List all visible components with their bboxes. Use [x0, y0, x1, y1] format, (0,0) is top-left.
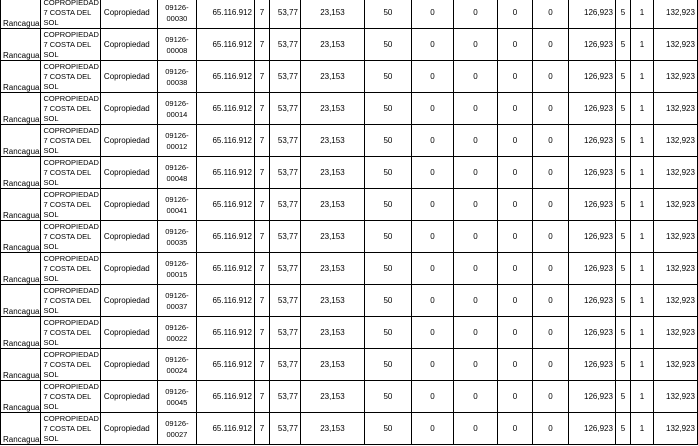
city-cell: Rancagua	[1, 157, 41, 189]
city-cell: Rancagua	[1, 29, 41, 61]
zero-cell-a: 0	[411, 93, 453, 125]
zero-cell-b: 0	[453, 189, 497, 221]
zero-cell-a: 0	[411, 189, 453, 221]
subtotal-cell: 126,923	[568, 381, 615, 413]
units-cell: 5	[615, 157, 630, 189]
qty-cell: 50	[364, 221, 411, 253]
zero-cell-d: 0	[532, 29, 568, 61]
name-cell: COPROPIEDAD 7 COSTA DEL SOL	[41, 381, 100, 413]
subtotal-cell: 126,923	[568, 413, 615, 445]
count-cell: 7	[254, 349, 269, 381]
city-cell: Rancagua	[1, 0, 41, 29]
value-cell: 23,153	[300, 29, 364, 61]
amount-cell: 65.116.912	[196, 189, 254, 221]
zero-cell-d: 0	[532, 349, 568, 381]
table-row	[1, 413, 698, 445]
zero-cell-c: 0	[497, 317, 532, 349]
qty-cell: 50	[364, 93, 411, 125]
area-cell: 53,77	[269, 221, 300, 253]
area-cell: 53,77	[269, 253, 300, 285]
subtotal-cell: 126,923	[568, 349, 615, 381]
zero-cell-c: 0	[497, 0, 532, 29]
zero-cell-b: 0	[453, 61, 497, 93]
value-cell: 23,153	[300, 61, 364, 93]
zero-cell-d: 0	[532, 317, 568, 349]
zero-cell-a: 0	[411, 0, 453, 29]
type-cell: Copropiedad	[100, 0, 157, 29]
type-cell: Copropiedad	[100, 93, 157, 125]
table-row	[1, 0, 698, 29]
code-cell: 09126-00037	[157, 285, 196, 317]
zero-cell-b: 0	[453, 253, 497, 285]
count-cell: 7	[254, 93, 269, 125]
zero-cell-a: 0	[411, 317, 453, 349]
total-cell: 132,923	[653, 93, 697, 125]
amount-cell: 65.116.912	[196, 29, 254, 61]
subtotal-cell: 126,923	[568, 221, 615, 253]
city-cell: Rancagua	[1, 253, 41, 285]
city-cell: Rancagua	[1, 189, 41, 221]
code-cell: 09126-00030	[157, 0, 196, 29]
value-cell: 23,153	[300, 157, 364, 189]
name-cell: COPROPIEDAD 7 COSTA DEL SOL	[41, 0, 100, 29]
zero-cell-d: 0	[532, 381, 568, 413]
amount-cell: 65.116.912	[196, 317, 254, 349]
zero-cell-b: 0	[453, 381, 497, 413]
amount-cell: 65.116.912	[196, 61, 254, 93]
name-cell: COPROPIEDAD 7 COSTA DEL SOL	[41, 253, 100, 285]
zero-cell-d: 0	[532, 0, 568, 29]
flag-cell: 1	[630, 317, 653, 349]
flag-cell: 1	[630, 29, 653, 61]
units-cell: 5	[615, 381, 630, 413]
area-cell: 53,77	[269, 349, 300, 381]
table-row	[1, 221, 698, 253]
city-cell: Rancagua	[1, 349, 41, 381]
units-cell: 5	[615, 189, 630, 221]
zero-cell-b: 0	[453, 349, 497, 381]
total-cell: 132,923	[653, 413, 697, 445]
code-cell: 09126-00041	[157, 189, 196, 221]
name-cell: COPROPIEDAD 7 COSTA DEL SOL	[41, 189, 100, 221]
area-cell: 53,77	[269, 61, 300, 93]
zero-cell-a: 0	[411, 285, 453, 317]
type-cell: Copropiedad	[100, 61, 157, 93]
name-cell: COPROPIEDAD 7 COSTA DEL SOL	[41, 125, 100, 157]
flag-cell: 1	[630, 157, 653, 189]
area-cell: 53,77	[269, 413, 300, 445]
area-cell: 53,77	[269, 0, 300, 29]
zero-cell-c: 0	[497, 221, 532, 253]
subtotal-cell: 126,923	[568, 189, 615, 221]
amount-cell: 65.116.912	[196, 285, 254, 317]
zero-cell-c: 0	[497, 157, 532, 189]
zero-cell-c: 0	[497, 61, 532, 93]
total-cell: 132,923	[653, 189, 697, 221]
qty-cell: 50	[364, 317, 411, 349]
qty-cell: 50	[364, 61, 411, 93]
qty-cell: 50	[364, 29, 411, 61]
table-row	[1, 29, 698, 61]
name-cell: COPROPIEDAD 7 COSTA DEL SOL	[41, 317, 100, 349]
value-cell: 23,153	[300, 285, 364, 317]
zero-cell-b: 0	[453, 125, 497, 157]
zero-cell-d: 0	[532, 157, 568, 189]
code-cell: 09126-00045	[157, 381, 196, 413]
type-cell: Copropiedad	[100, 253, 157, 285]
table-row	[1, 125, 698, 157]
value-cell: 23,153	[300, 221, 364, 253]
table-row	[1, 317, 698, 349]
units-cell: 5	[615, 413, 630, 445]
qty-cell: 50	[364, 413, 411, 445]
zero-cell-c: 0	[497, 381, 532, 413]
value-cell: 23,153	[300, 253, 364, 285]
city-cell: Rancagua	[1, 61, 41, 93]
value-cell: 23,153	[300, 125, 364, 157]
qty-cell: 50	[364, 157, 411, 189]
code-cell: 09126-00012	[157, 125, 196, 157]
table-row	[1, 349, 698, 381]
name-cell: COPROPIEDAD 7 COSTA DEL SOL	[41, 93, 100, 125]
units-cell: 5	[615, 61, 630, 93]
amount-cell: 65.116.912	[196, 221, 254, 253]
flag-cell: 1	[630, 349, 653, 381]
type-cell: Copropiedad	[100, 381, 157, 413]
amount-cell: 65.116.912	[196, 349, 254, 381]
value-cell: 23,153	[300, 349, 364, 381]
zero-cell-c: 0	[497, 285, 532, 317]
name-cell: COPROPIEDAD 7 COSTA DEL SOL	[41, 221, 100, 253]
count-cell: 7	[254, 317, 269, 349]
count-cell: 7	[254, 61, 269, 93]
zero-cell-c: 0	[497, 125, 532, 157]
flag-cell: 1	[630, 221, 653, 253]
zero-cell-a: 0	[411, 381, 453, 413]
flag-cell: 1	[630, 253, 653, 285]
zero-cell-a: 0	[411, 221, 453, 253]
zero-cell-d: 0	[532, 93, 568, 125]
subtotal-cell: 126,923	[568, 285, 615, 317]
type-cell: Copropiedad	[100, 221, 157, 253]
units-cell: 5	[615, 221, 630, 253]
area-cell: 53,77	[269, 125, 300, 157]
name-cell: COPROPIEDAD 7 COSTA DEL SOL	[41, 61, 100, 93]
name-cell: COPROPIEDAD 7 COSTA DEL SOL	[41, 157, 100, 189]
subtotal-cell: 126,923	[568, 317, 615, 349]
type-cell: Copropiedad	[100, 125, 157, 157]
name-cell: COPROPIEDAD 7 COSTA DEL SOL	[41, 285, 100, 317]
count-cell: 7	[254, 253, 269, 285]
total-cell: 132,923	[653, 157, 697, 189]
qty-cell: 50	[364, 0, 411, 29]
zero-cell-a: 0	[411, 61, 453, 93]
zero-cell-b: 0	[453, 413, 497, 445]
zero-cell-c: 0	[497, 189, 532, 221]
code-cell: 09126-00035	[157, 221, 196, 253]
zero-cell-a: 0	[411, 125, 453, 157]
units-cell: 5	[615, 29, 630, 61]
city-cell: Rancagua	[1, 93, 41, 125]
table-row	[1, 93, 698, 125]
qty-cell: 50	[364, 125, 411, 157]
type-cell: Copropiedad	[100, 157, 157, 189]
total-cell: 132,923	[653, 253, 697, 285]
total-cell: 132,923	[653, 381, 697, 413]
table-row	[1, 253, 698, 285]
flag-cell: 1	[630, 125, 653, 157]
amount-cell: 65.116.912	[196, 157, 254, 189]
value-cell: 23,153	[300, 317, 364, 349]
value-cell: 23,153	[300, 93, 364, 125]
flag-cell: 1	[630, 61, 653, 93]
total-cell: 132,923	[653, 221, 697, 253]
flag-cell: 1	[630, 381, 653, 413]
count-cell: 7	[254, 285, 269, 317]
amount-cell: 65.116.912	[196, 0, 254, 29]
total-cell: 132,923	[653, 29, 697, 61]
total-cell: 132,923	[653, 317, 697, 349]
count-cell: 7	[254, 189, 269, 221]
city-cell: Rancagua	[1, 413, 41, 445]
code-cell: 09126-00027	[157, 413, 196, 445]
code-cell: 09126-00038	[157, 61, 196, 93]
amount-cell: 65.116.912	[196, 125, 254, 157]
qty-cell: 50	[364, 381, 411, 413]
total-cell: 132,923	[653, 349, 697, 381]
table-row	[1, 189, 698, 221]
units-cell: 5	[615, 93, 630, 125]
type-cell: Copropiedad	[100, 285, 157, 317]
qty-cell: 50	[364, 189, 411, 221]
count-cell: 7	[254, 29, 269, 61]
zero-cell-d: 0	[532, 253, 568, 285]
code-cell: 09126-00008	[157, 29, 196, 61]
flag-cell: 1	[630, 93, 653, 125]
count-cell: 7	[254, 0, 269, 29]
count-cell: 7	[254, 221, 269, 253]
subtotal-cell: 126,923	[568, 29, 615, 61]
subtotal-cell: 126,923	[568, 125, 615, 157]
amount-cell: 65.116.912	[196, 253, 254, 285]
total-cell: 132,923	[653, 125, 697, 157]
zero-cell-b: 0	[453, 93, 497, 125]
zero-cell-c: 0	[497, 253, 532, 285]
type-cell: Copropiedad	[100, 413, 157, 445]
zero-cell-d: 0	[532, 413, 568, 445]
zero-cell-b: 0	[453, 0, 497, 29]
value-cell: 23,153	[300, 381, 364, 413]
units-cell: 5	[615, 349, 630, 381]
code-cell: 09126-00024	[157, 349, 196, 381]
zero-cell-b: 0	[453, 221, 497, 253]
zero-cell-a: 0	[411, 253, 453, 285]
count-cell: 7	[254, 413, 269, 445]
area-cell: 53,77	[269, 317, 300, 349]
zero-cell-b: 0	[453, 317, 497, 349]
amount-cell: 65.116.912	[196, 413, 254, 445]
flag-cell: 1	[630, 413, 653, 445]
units-cell: 5	[615, 0, 630, 29]
subtotal-cell: 126,923	[568, 253, 615, 285]
subtotal-cell: 126,923	[568, 0, 615, 29]
area-cell: 53,77	[269, 189, 300, 221]
type-cell: Copropiedad	[100, 349, 157, 381]
zero-cell-a: 0	[411, 157, 453, 189]
type-cell: Copropiedad	[100, 317, 157, 349]
flag-cell: 1	[630, 0, 653, 29]
city-cell: Rancagua	[1, 381, 41, 413]
name-cell: COPROPIEDAD 7 COSTA DEL SOL	[41, 349, 100, 381]
units-cell: 5	[615, 285, 630, 317]
count-cell: 7	[254, 125, 269, 157]
qty-cell: 50	[364, 253, 411, 285]
subtotal-cell: 126,923	[568, 93, 615, 125]
city-cell: Rancagua	[1, 125, 41, 157]
name-cell: COPROPIEDAD 7 COSTA DEL SOL	[41, 413, 100, 445]
value-cell: 23,153	[300, 189, 364, 221]
qty-cell: 50	[364, 285, 411, 317]
units-cell: 5	[615, 253, 630, 285]
code-cell: 09126-00022	[157, 317, 196, 349]
table-row	[1, 157, 698, 189]
area-cell: 53,77	[269, 93, 300, 125]
value-cell: 23,153	[300, 413, 364, 445]
zero-cell-d: 0	[532, 285, 568, 317]
type-cell: Copropiedad	[100, 189, 157, 221]
zero-cell-a: 0	[411, 413, 453, 445]
amount-cell: 65.116.912	[196, 381, 254, 413]
zero-cell-a: 0	[411, 29, 453, 61]
zero-cell-d: 0	[532, 221, 568, 253]
table-row	[1, 61, 698, 93]
city-cell: Rancagua	[1, 317, 41, 349]
zero-cell-d: 0	[532, 61, 568, 93]
subtotal-cell: 126,923	[568, 157, 615, 189]
area-cell: 53,77	[269, 381, 300, 413]
count-cell: 7	[254, 157, 269, 189]
city-cell: Rancagua	[1, 285, 41, 317]
qty-cell: 50	[364, 349, 411, 381]
table-row	[1, 285, 698, 317]
total-cell: 132,923	[653, 285, 697, 317]
flag-cell: 1	[630, 285, 653, 317]
code-cell: 09126-00014	[157, 93, 196, 125]
total-cell: 132,923	[653, 0, 697, 29]
zero-cell-c: 0	[497, 413, 532, 445]
area-cell: 53,77	[269, 285, 300, 317]
value-cell: 23,153	[300, 0, 364, 29]
zero-cell-b: 0	[453, 29, 497, 61]
flag-cell: 1	[630, 189, 653, 221]
zero-cell-b: 0	[453, 157, 497, 189]
table-row	[1, 381, 698, 413]
units-cell: 5	[615, 125, 630, 157]
count-cell: 7	[254, 381, 269, 413]
zero-cell-c: 0	[497, 93, 532, 125]
zero-cell-c: 0	[497, 349, 532, 381]
zero-cell-b: 0	[453, 285, 497, 317]
units-cell: 5	[615, 317, 630, 349]
name-cell: COPROPIEDAD 7 COSTA DEL SOL	[41, 29, 100, 61]
amount-cell: 65.116.912	[196, 93, 254, 125]
table-body	[1, 0, 698, 445]
code-cell: 09126-00048	[157, 157, 196, 189]
zero-cell-c: 0	[497, 29, 532, 61]
code-cell: 09126-00015	[157, 253, 196, 285]
subtotal-cell: 126,923	[568, 61, 615, 93]
zero-cell-d: 0	[532, 189, 568, 221]
total-cell: 132,923	[653, 61, 697, 93]
type-cell: Copropiedad	[100, 29, 157, 61]
zero-cell-a: 0	[411, 349, 453, 381]
area-cell: 53,77	[269, 157, 300, 189]
area-cell: 53,77	[269, 29, 300, 61]
zero-cell-d: 0	[532, 125, 568, 157]
city-cell: Rancagua	[1, 221, 41, 253]
